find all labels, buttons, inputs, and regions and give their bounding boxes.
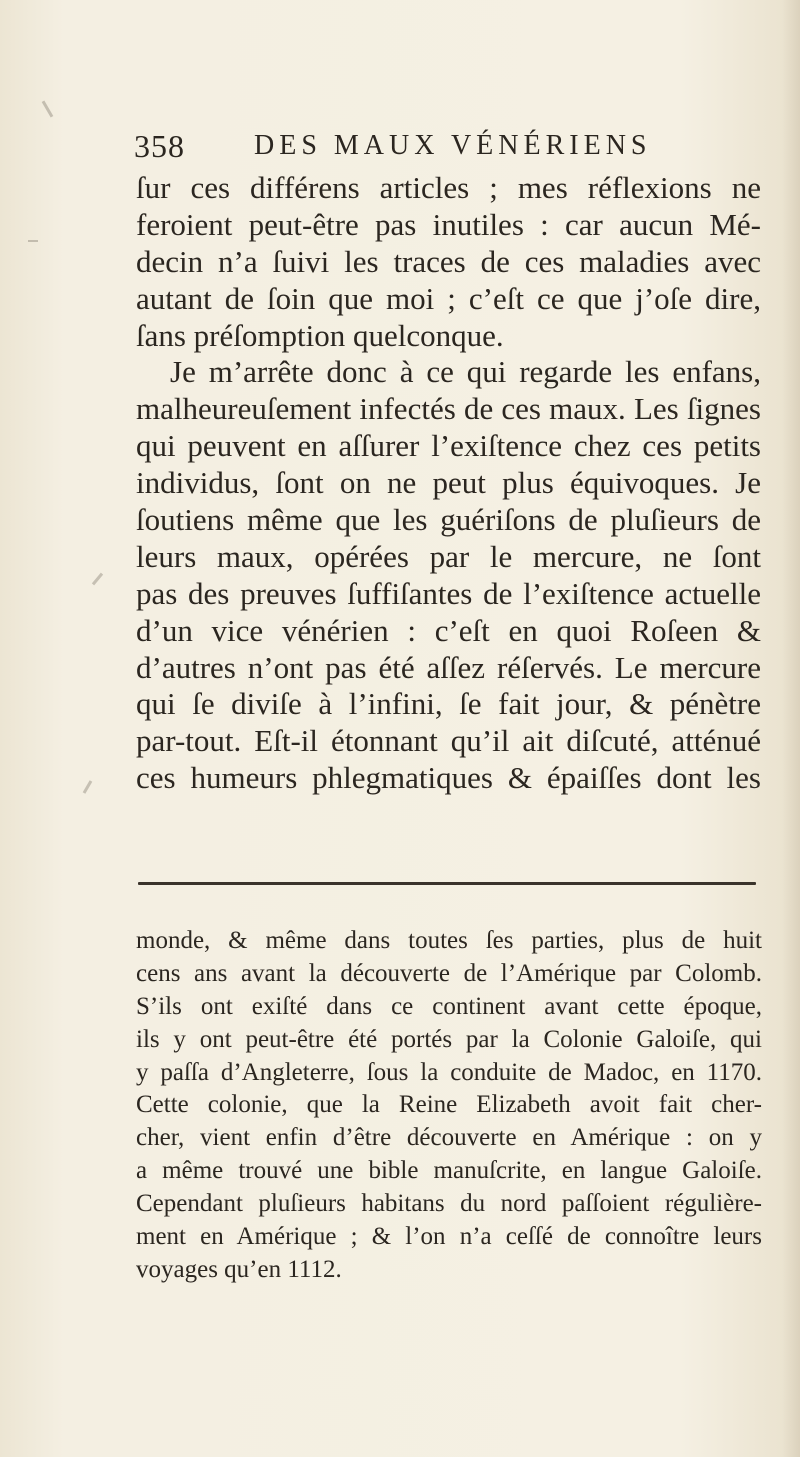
page-edge-shadow [782, 0, 800, 1457]
main-text-line: qui ſe diviſe à l’infini, ſe fait jour, & pénètre [136, 686, 761, 722]
main-text-line: individus, ſont on ne peut plus équivoques. Je [136, 465, 761, 501]
footnote-line: S’ils ont exiſté dans ce continent avant cette époque, [136, 992, 762, 1020]
main-text-line: autant de ſoin que moi ; c’eſt ce que j’oſe dire, [136, 280, 761, 316]
footnote-line: ment en Amérique ; & l’on n’a ceſſé de connoître leurs [136, 1223, 762, 1251]
footnote-line: a même trouvé une bible manuſcrite, en langue Galoiſe. [136, 1157, 762, 1185]
main-text-line: feroient peut-être pas inutiles : car aucun Mé- [136, 206, 761, 242]
page-header [134, 126, 674, 170]
footnote-line: voyages qu’en 1112. [136, 1255, 342, 1283]
footnote-line: Cette colonie, que la Reine Elizabeth avoit fait cher- [136, 1091, 762, 1119]
main-text-line: qui peuvent en aſſurer l’exiſtence chez ces petits [136, 428, 761, 464]
footnote-line: y paſſa d’Angleterre, ſous la conduite de Madoc, en 1170. [136, 1058, 762, 1086]
running-title: DES MAUX VÉNÉRIENS [254, 130, 652, 161]
footnote-line: ils y ont peut-être été portés par la Colonie Galoiſe, qui [136, 1025, 762, 1053]
main-text-line: d’un vice vénérien : c’eſt en quoi Roſeen & [136, 612, 761, 648]
main-text-line: ſoutiens même que les guériſons de pluſieurs de [136, 502, 761, 538]
footnote-block [136, 925, 762, 1287]
main-text-line: malheureuſement infectés de ces maux. Les ſignes [136, 391, 761, 427]
footnote-line: monde, & même dans toutes ſes parties, plus de huit [136, 927, 762, 954]
main-text-line: ſur ces différens articles ; mes réflexions ne [136, 170, 761, 205]
footnote-separator-rule [138, 882, 756, 885]
main-text-line: ces humeurs phlegmatiques & épaiſſes dont les [136, 760, 761, 796]
main-text-block [136, 170, 761, 797]
main-text-line: leurs maux, opérées par le mercure, ne ſont [136, 538, 761, 574]
footnote-line: cher, vient enfin d’être découverte en Amérique : on y [136, 1124, 762, 1152]
main-text-line: Je m’arrête donc à ce qui regarde les enfans, [170, 354, 761, 390]
main-text-line: par-tout. Eſt-il étonnant qu’il ait diſcuté, atténué [136, 723, 761, 759]
main-text-line: decin n’a ſuivi les traces de ces maladies avec [136, 243, 761, 279]
main-text-line: d’autres n’ont pas été aſſez réſervés. Le mercure [136, 649, 761, 685]
main-text-line: pas des preuves ſuffiſantes de l’exiſtence actuelle [136, 575, 761, 611]
footnote-line: cens ans avant la découverte de l’Amérique par Colomb. [136, 959, 762, 987]
page-number: 358 [134, 128, 185, 164]
main-text-line: ſans préſomption quelconque. [136, 317, 504, 353]
paper-speck [28, 240, 38, 242]
footnote-line: Cependant pluſieurs habitans du nord paſſoient régulière- [136, 1190, 762, 1218]
